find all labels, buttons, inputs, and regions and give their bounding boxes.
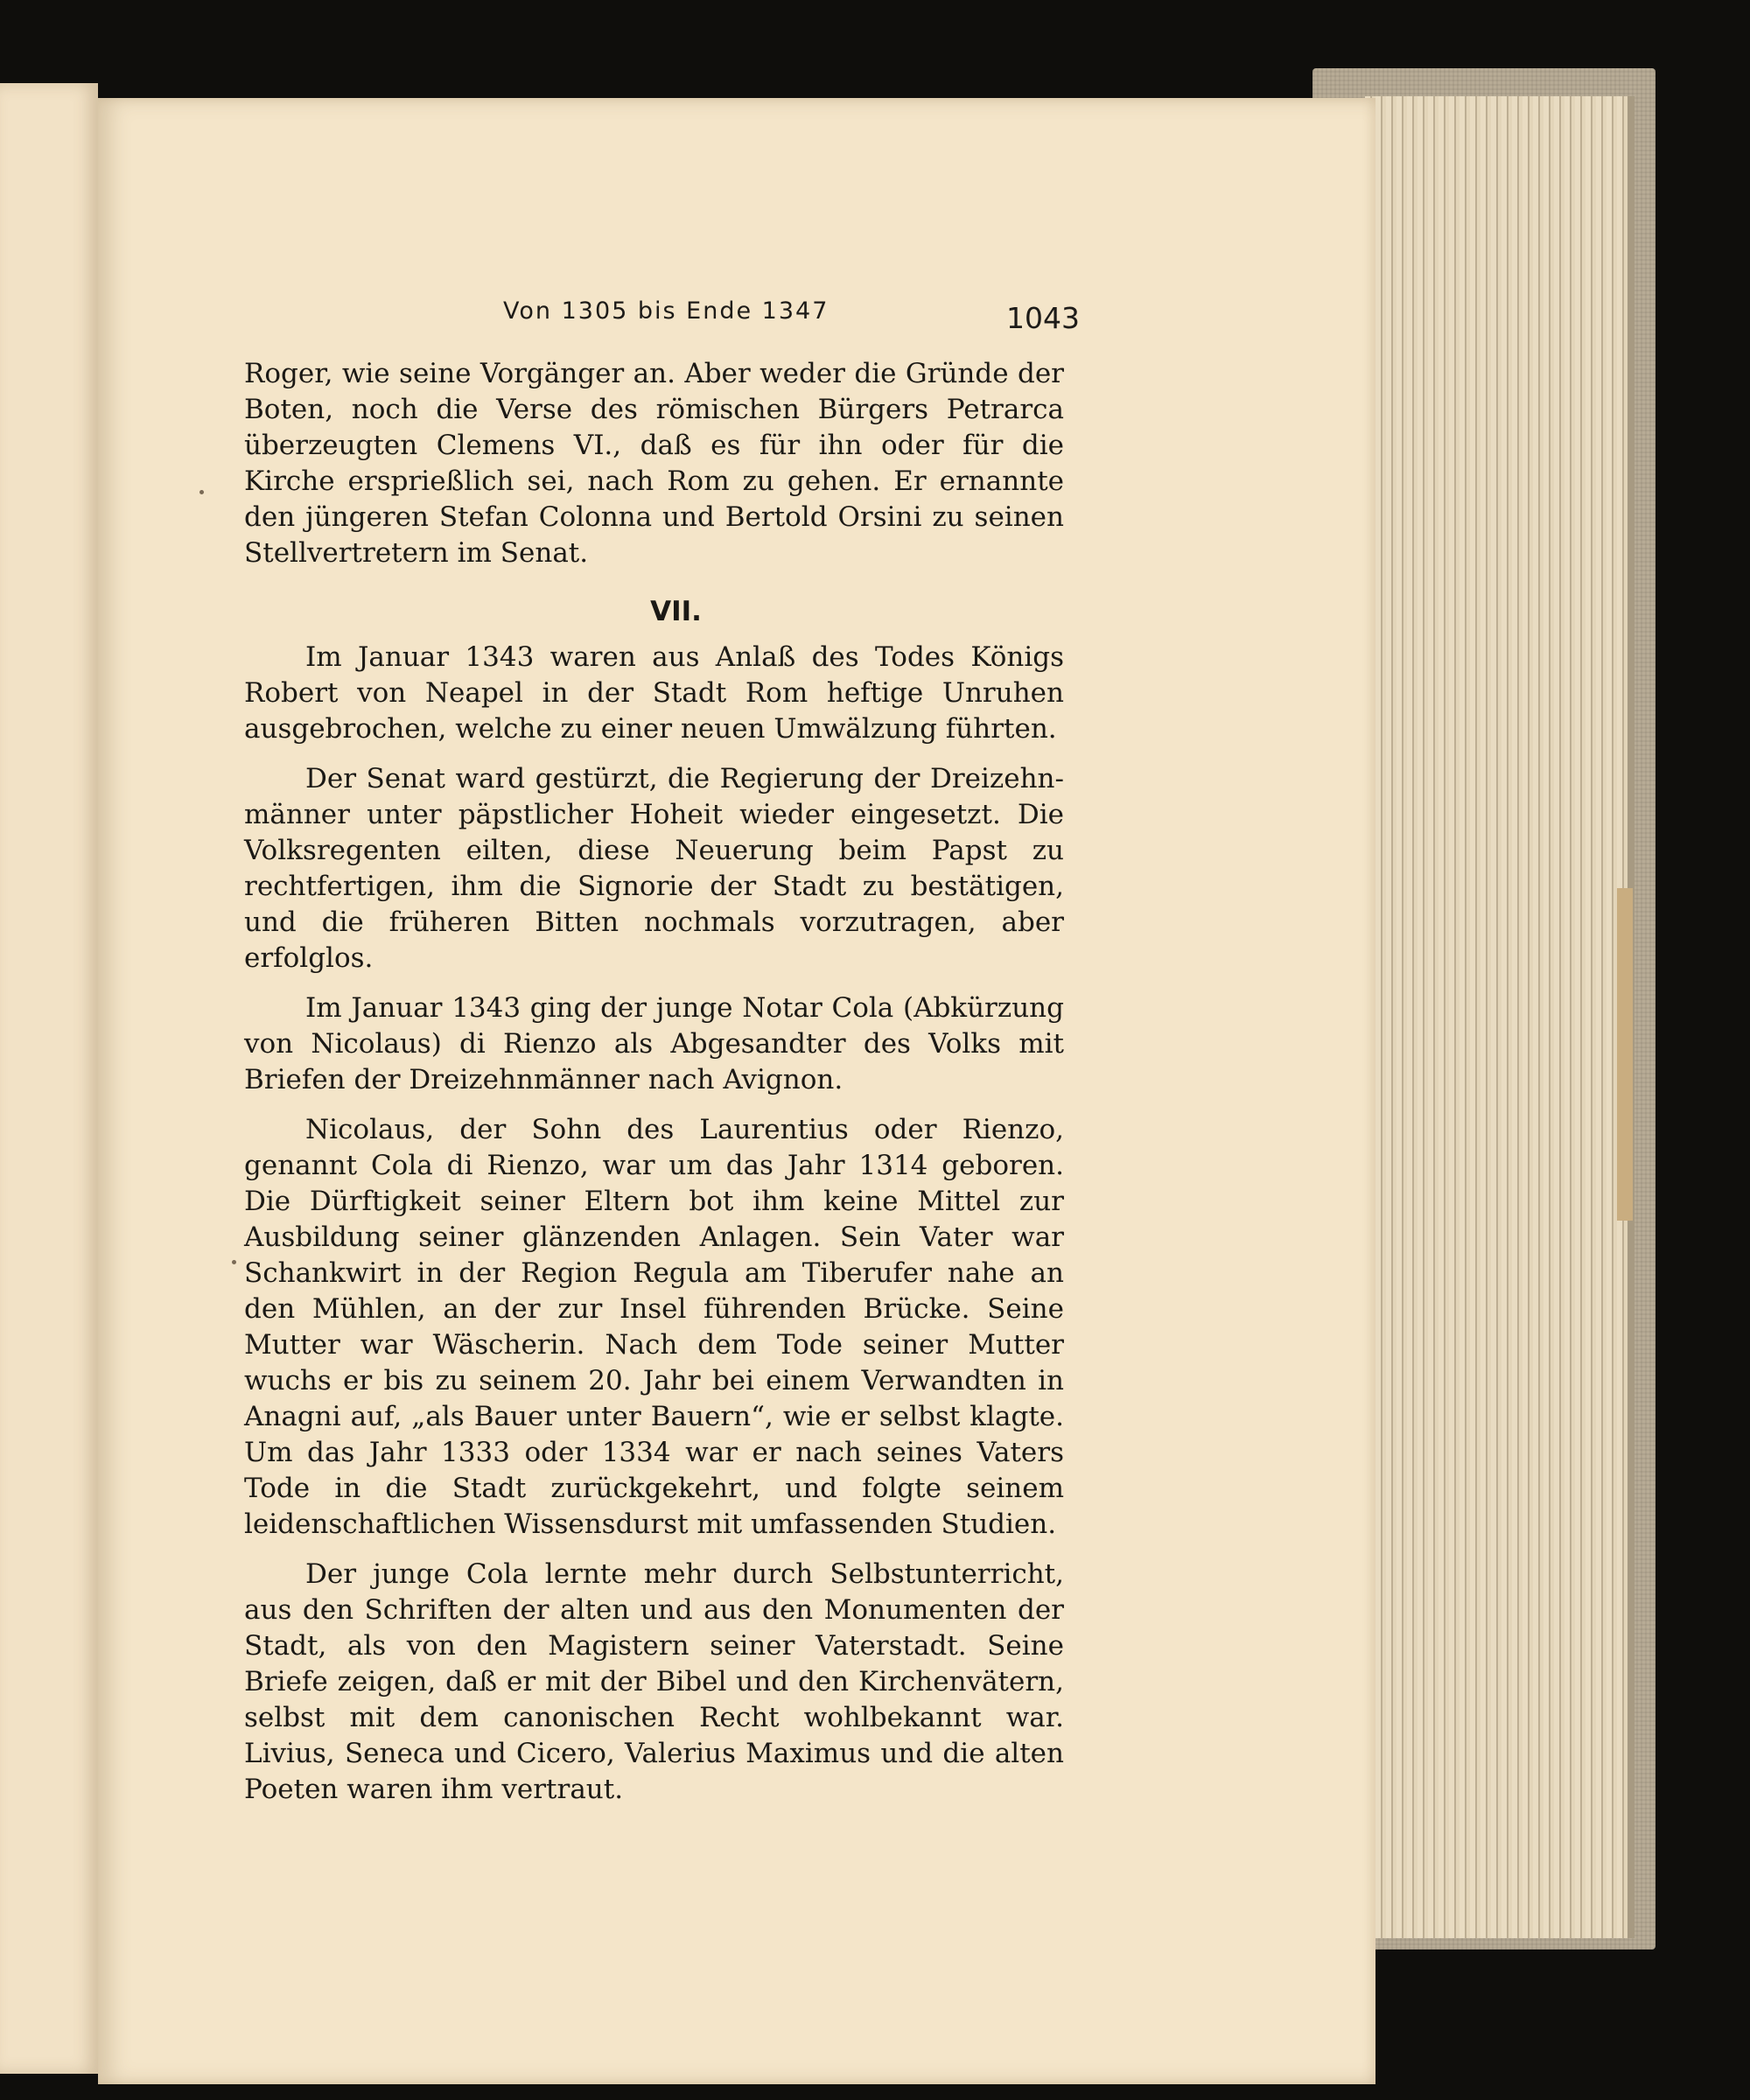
page-number: 1043 — [1006, 301, 1080, 335]
paper-speck — [200, 490, 204, 494]
body-text — [244, 356, 1064, 1808]
running-title: Von 1305 bis Ende 1347 — [503, 298, 830, 325]
paper-speck — [232, 1260, 236, 1264]
paragraph: Nicolaus, der Sohn des Laurentius oder Rienzo, genannt Cola di Rienzo, war um das Jahr 1314 geboren. Die Dürftigkeit seiner Eltern bot ihm keine Mittel zur Ausbildung seiner glänzenden Anlagen. Sein Vater war Schankwirt in der Region Regula am Tiberufer nahe an den Mühlen, an der zur Insel führenden Brücke. Seine Mutter war Wäscherin. Nach dem Tode seiner Mutter wuchs er bis zu seinem 20. Jahr bei einem Verwandten in Anagni auf, „als Bauer unter Bauern“, wie er selbst klagte. Um das Jahr 1333 oder 1334 war er nach seines Vaters Tode in die Stadt zurückgekehrt, und folgte seinem leidenschaftlichen Wissensdurst mit umfassenden Studien. — [244, 1114, 1064, 1540]
paragraph-continued: Roger, wie seine Vorgänger an. Aber weder die Gründe der Boten, noch die Verse des römischen Bürgers Petrarca überzeugten Clemens VI., daß es für ihn oder für die Kirche ersprießlich sei, nach Rom zu gehen. Er ernannte den jüngeren Stefan Colonna und Bertold Orsini zu seinen Stellvertretern im Senat. — [244, 358, 1064, 569]
bookmark-ribbon — [1617, 888, 1633, 1221]
paragraph: Der junge Cola lernte mehr durch Selbstunterricht, aus den Schriften der alten und aus den Monumenten der Stadt, als von den Magistern seiner Vaterstadt. Seine Briefe zeigen, daß er mit der Bibel und den Kirchenvätern, selbst mit dem canonischen Recht wohlbekannt war. Livius, Seneca und Cicero, Valerius Maximus und die alten Poeten waren ihm vertraut. — [244, 1558, 1064, 1805]
section-heading: VII. — [650, 596, 702, 627]
paragraph: Im Januar 1343 ging der junge Notar Cola (Abkürzung von Nicolaus) di Rienzo als Abgesandter des Volks mit Briefen der Dreizehnmänner nach Avignon. — [244, 992, 1064, 1096]
page-edges — [1365, 96, 1634, 1938]
paragraph: Im Januar 1343 waren aus Anlaß des Todes Königs Robert von Neapel in der Stadt Rom heftige Unruhen ausgebrochen, welche zu einer neuen Umwälzung führten. — [244, 641, 1064, 745]
facing-page-edge — [0, 83, 98, 2074]
paragraph: Der Senat ward gestürzt, die Regierung der Dreizehnmänner unter päpstlicher Hoheit wieder eingesetzt. Die Volksregenten eilten, diese Neuerung beim Papst zu rechtfertigen, ihm die Signorie der Stadt zu bestätigen, und die früheren Bitten nochmals vorzutragen, aber erfolglos. — [244, 763, 1064, 974]
